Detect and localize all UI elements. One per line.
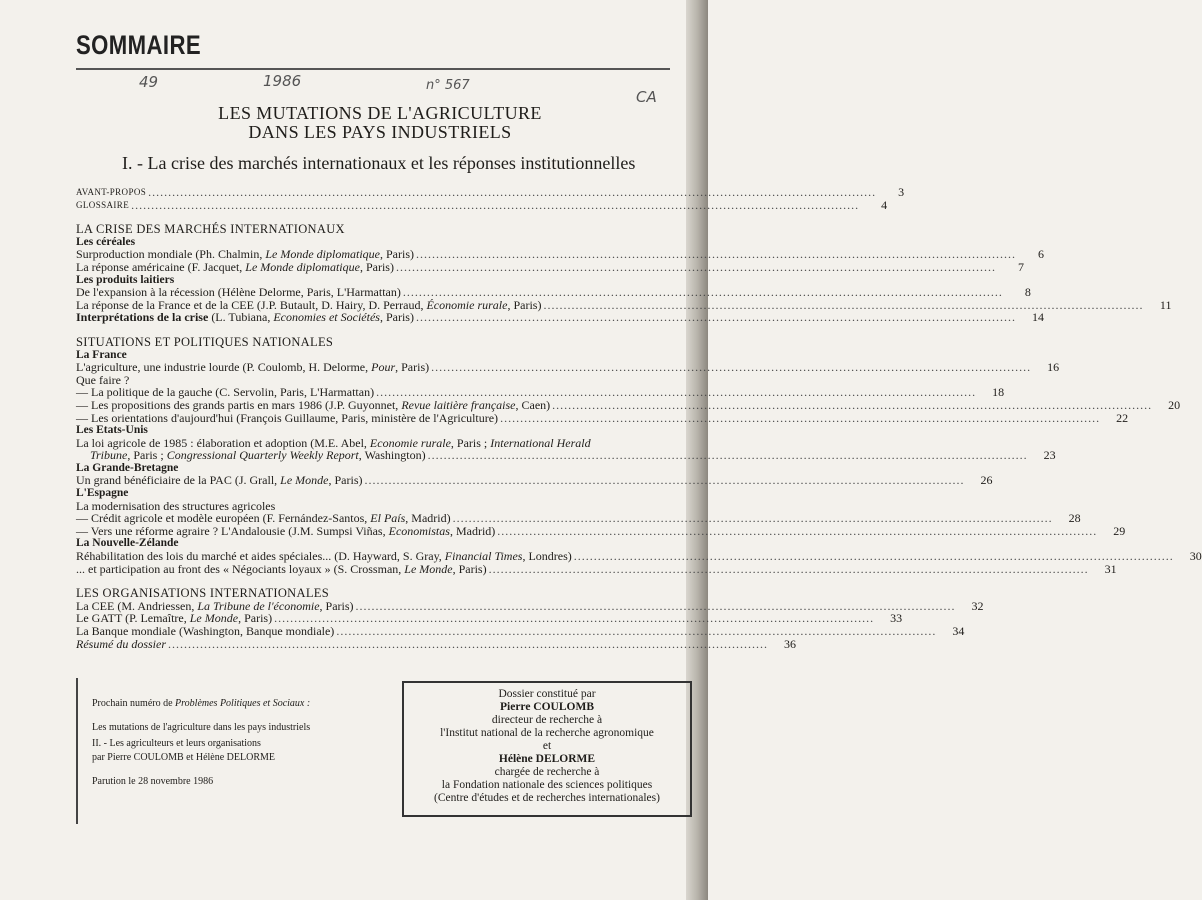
author-name: Pierre COULOMB (500, 701, 594, 713)
table-of-contents (76, 185, 1202, 651)
handwritten-note: 49 (139, 73, 159, 91)
section-heading: LES ORGANISATIONS INTERNATIONALES (76, 586, 329, 601)
handwritten-note: CA (636, 88, 657, 106)
toc-entry[interactable]: Le GATT (P. Lemaître, Le Monde, Paris) ...................................................................................................................................................... 33 (76, 611, 903, 626)
toc-text: Que faire ? (76, 372, 130, 387)
toc-text: La loi agricole de 1985 : élaboration et adoption (M.E. Abel, Economie rurale, Paris ; International Herald (76, 435, 591, 450)
toc-entry-glossaire[interactable]: GLOSSAIRE ...................................................................................................................................................................................... 4 (76, 197, 888, 212)
toc-entry[interactable]: Tribune, Paris ; Congressional Quarterly Weekly Report, Washington) ...................................................................................................................................................... 23 (90, 448, 1056, 463)
handwritten-note: n° 567 (426, 78, 470, 93)
dossier-title-line1: LES MUTATIONS DE L'AGRICULTURE (218, 103, 542, 123)
divider (76, 678, 78, 824)
toc-entry[interactable]: — Les orientations d'aujourd'hui (François Guillaume, Paris, ministère de l'Agriculture) ...................................................................................................................................................... 22 (76, 410, 1129, 425)
toc-entry[interactable]: Un grand bénéficiaire de la PAC (J. Grall, Le Monde, Paris) ...................................................................................................................................................... 26 (76, 473, 993, 488)
subsection-heading: La France (76, 348, 127, 361)
dossier-title-line2: DANS LES PAYS INDUSTRIELS (248, 122, 512, 142)
toc-entry[interactable]: La Banque mondiale (Washington, Banque mondiale) ...................................................................................................................................................... 34 (76, 624, 965, 638)
authors-box: Dossier constitué par Pierre COULOMB directeur de recherche à l'Institut national de la recherche agronomique et Hélène DELORME chargée de recherche à la Fondation nationale des sciences politiques (Centre d'études et de recherches internationales) (402, 681, 692, 817)
toc-entry[interactable]: — Crédit agricole et modèle européen (F. Fernández-Santos, El País, Madrid) ...................................................................................................................................................... 28 (76, 511, 1081, 526)
header-rule (76, 68, 670, 70)
subsection-heading: Les produits laitiers (76, 273, 175, 286)
section-heading: SITUATIONS ET POLITIQUES NATIONALES (76, 334, 334, 349)
toc-entry-resume[interactable]: Résumé du dossier ...................................................................................................................................................... 36 (76, 636, 796, 651)
toc-entry[interactable]: La CEE (M. Andriessen, La Tribune de l'économie, Paris) ...................................................................................................................................................... 32 (76, 598, 984, 613)
toc-entry-interpretations[interactable]: Interprétations de la crise (L. Tubiana, Economies et Sociétés, Paris) ...................................................................................................................................................... 14 (76, 310, 1044, 325)
next-issue-notice: Prochain numéro de Problèmes Politiques et Sociaux : Les mutations de l'agriculture dans les pays industriels II. - Les agriculteurs et leurs organisations par Pierre COULOMB et Hélène DELORME Parution le 28 novembre 1986 (92, 698, 311, 787)
subsection-heading: L'Espagne (76, 487, 129, 500)
toc-entry[interactable]: Réhabilitation des lois du marché et aides spéciales... (D. Hayward, S. Gray, Financial Times, Londres) ...................................................................................................................................................... 30 (76, 549, 1202, 564)
toc-entry-avant-propos[interactable]: AVANT-PROPOS ...................................................................................................................................................................................... 3 (76, 185, 905, 199)
subsection-heading: La Nouvelle-Zélande (76, 537, 179, 550)
toc-entry[interactable]: — Les propositions des grands partis en mars 1986 (J.P. Guyonnet, Revue laitière française, Caen) ...................................................................................................................................................... 20 (76, 397, 1181, 412)
subsection-heading: La Grande-Bretagne (76, 461, 179, 474)
toc-text: La modernisation des structures agricoles (76, 498, 276, 513)
subsection-heading: Les Etats-Unis (76, 424, 148, 437)
subsection-heading: Les céréales (76, 235, 136, 248)
toc-entry[interactable]: L'agriculture, une industrie lourde (P. Coulomb, H. Delorme, Pour, Paris) ...................................................................................................................................................... 16 (76, 360, 1060, 375)
sommaire-heading: SOMMAIRE (76, 30, 202, 60)
part-title: I. - La crise des marchés internationaux et les réponses institutionnelles (122, 153, 636, 173)
author-name: Hélène DELORME (498, 753, 596, 765)
toc-entry[interactable]: La réponse américaine (F. Jacquet, Le Monde diplomatique, Paris) ...................................................................................................................................................... 7 (76, 259, 1024, 274)
section-heading: LA CRISE DES MARCHÉS INTERNATIONAUX (76, 222, 345, 237)
toc-entry[interactable]: Surproduction mondiale (Ph. Chalmin, Le Monde diplomatique, Paris) ...................................................................................................................................................... 6 (76, 247, 1044, 262)
toc-entry[interactable]: ... et participation au front des « Négociants loyaux » (S. Crossman, Le Monde, Paris) ...................................................................................................................................................... 31 (76, 561, 1117, 576)
toc-entry[interactable]: — La politique de la gauche (C. Servolin, Paris, L'Harmattan) ...................................................................................................................................................... 18 (76, 385, 1005, 400)
toc-entry[interactable]: — Vers une réforme agraire ? L'Andalousie (J.M. Sumpsi Viñas, Economistas, Madrid) ...................................................................................................................................................... 29 (76, 523, 1126, 538)
toc-entry[interactable]: De l'expansion à la récession (Hélène Delorme, Paris, L'Harmattan) ...................................................................................................................................................... 8 (76, 285, 1031, 300)
handwritten-note: 1986 (263, 72, 302, 90)
toc-entry[interactable]: La réponse de la France et de la CEE (J.P. Butault, D. Hairy, D. Perraud, Économie rurale, Paris) ...................................................................................................................................................... 11 (76, 297, 1172, 312)
